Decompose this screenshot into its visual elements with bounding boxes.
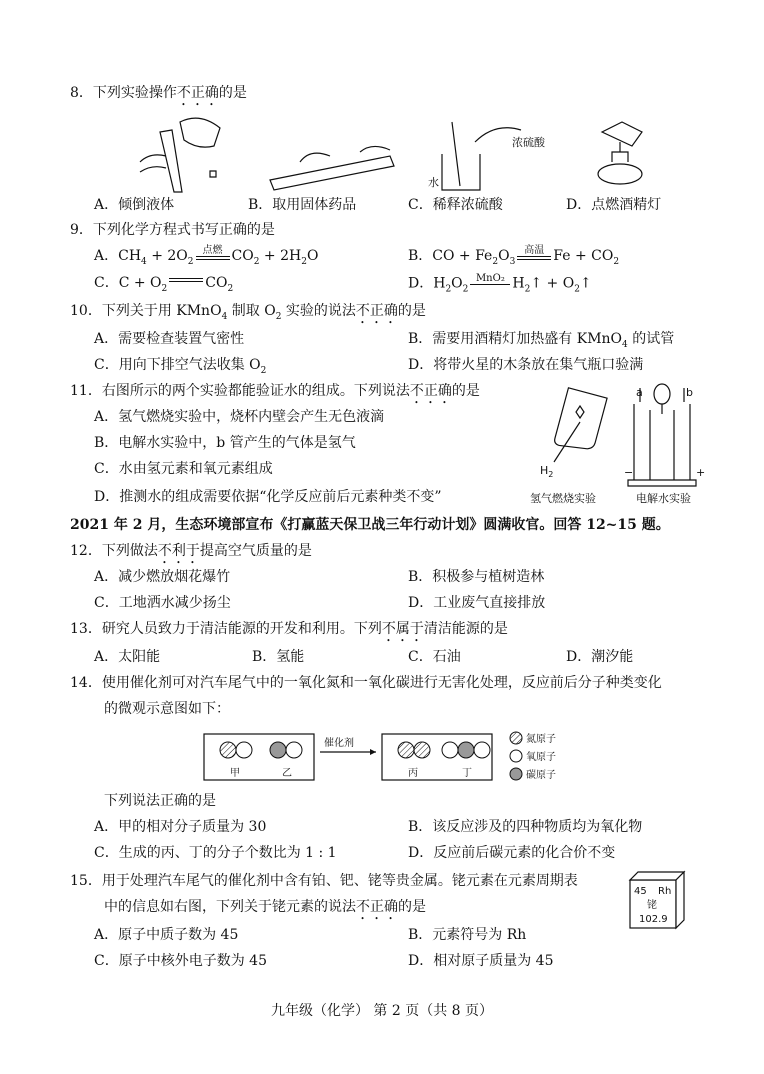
hydrogen-combustion-figure bbox=[540, 388, 607, 479]
element-name: 铑 bbox=[647, 900, 657, 911]
q11-option-a[interactable]: A．氢气燃烧实验中，烧杯内壁会产生无色液滴 bbox=[94, 409, 385, 425]
q12-option-c[interactable]: C．工地洒水减少扬尘 bbox=[94, 595, 231, 611]
q14-sub-stem: 下列说法正确的是 bbox=[104, 793, 216, 809]
legend-oxygen: 氧原子 bbox=[526, 752, 556, 763]
q13-stem: 13．研究人员致力于清洁能源的开发和利用。下列不属于清洁能源的是 bbox=[70, 621, 508, 637]
q15-option-b[interactable]: B．元素符号为 Rh bbox=[408, 927, 527, 943]
q15-option-c[interactable]: C．原子中核外电子数为 45 bbox=[94, 953, 267, 969]
pouring-liquid-figure bbox=[140, 118, 220, 192]
q10-option-c[interactable]: C．用向下排空气法收集 $O_2$ bbox=[94, 357, 267, 376]
q8-option-d[interactable]: D．点燃酒精灯 bbox=[566, 197, 662, 213]
q15-option-a[interactable]: A．原子中质子数为 45 bbox=[94, 927, 239, 943]
label-a: a bbox=[636, 386, 643, 399]
q11-option-d[interactable]: D．推测水的组成需要依据“化学反应前后元素种类不变” bbox=[94, 489, 442, 505]
q15-option-d[interactable]: D．相对原子质量为 45 bbox=[408, 953, 554, 969]
label-minus: − bbox=[624, 466, 634, 479]
q13-option-a[interactable]: A．太阳能 bbox=[94, 649, 161, 665]
q14-option-a[interactable]: A．甲的相对分子质量为 30 bbox=[94, 819, 267, 835]
label-h2: H bbox=[540, 464, 549, 477]
page-footer: 九年级（化学） 第 2 页（共 8 页） bbox=[270, 1003, 494, 1019]
q9-option-b[interactable]: B．CO + $Fe_2O_3$ 高温 $Fe + CO_2$ bbox=[408, 245, 620, 267]
q11-figures bbox=[520, 382, 710, 508]
fig1-caption: 氢气燃烧实验 bbox=[530, 492, 596, 505]
q10-stem: 10．下列关于用 KMnO$_4$ 制取 $O_2$ 实验的说法不正确的是 bbox=[70, 303, 426, 322]
q9-option-a[interactable]: A．$CH_4 + 2O_2$ 点燃 $CO_2 + 2H_2O$ bbox=[94, 245, 319, 267]
q10-option-d[interactable]: D．将带火星的木条放在集气瓶口验满 bbox=[408, 357, 644, 373]
element-mass: 102.9 bbox=[639, 914, 668, 925]
element-tile-rh bbox=[628, 870, 688, 932]
legend-carbon: 碳原子 bbox=[526, 770, 556, 781]
q11-option-c[interactable]: C．水由氢元素和氧元素组成 bbox=[94, 461, 273, 477]
element-number: 45 bbox=[634, 886, 647, 897]
q14-diagram bbox=[200, 726, 600, 786]
q8-stem: 8．下列实验操作不正确的是 bbox=[70, 85, 247, 101]
q11-stem: 11．右图所示的两个实验都能验证水的组成。下列说法不正确的是 bbox=[70, 383, 480, 399]
q14-option-b[interactable]: B．该反应涉及的四种物质均为氧化物 bbox=[408, 819, 643, 835]
q8-option-c[interactable]: C．稀释浓硫酸 bbox=[408, 197, 503, 213]
q9-option-c[interactable]: C．$C + O_2$ $CO_2$ bbox=[94, 275, 234, 294]
q12-option-a[interactable]: A．减少燃放烟花爆竹 bbox=[94, 569, 231, 585]
q15-stem-line2: 中的信息如右图，下列关于铑元素的说法不正确的是 bbox=[104, 899, 426, 915]
q15-stem-line1: 15．用于处理汽车尾气的催化剂中含有铂、钯、铑等贵金属。铑元素在元素周期表 bbox=[70, 873, 578, 889]
q9-stem: 9．下列化学方程式书写正确的是 bbox=[70, 222, 275, 238]
q14-stem-line2: 的微观示意图如下： bbox=[104, 701, 230, 717]
dilute-acid-figure bbox=[428, 122, 546, 190]
q13-option-d[interactable]: D．潮汐能 bbox=[566, 649, 634, 665]
solid-reagent-figure bbox=[270, 146, 394, 190]
label-acid: 浓硫酸 bbox=[512, 136, 545, 149]
q12-stem: 12．下列做法不利于提高空气质量的是 bbox=[70, 543, 312, 559]
legend-nitrogen: 氮原子 bbox=[526, 734, 556, 745]
section-intro: 2021 年 2 月，生态环境部宣布《打赢蓝天保卫战三年行动计划》圆满收官。回答 12~15 题。 bbox=[70, 517, 670, 533]
label-plus: + bbox=[696, 466, 706, 479]
q14-stem-line1: 14．使用催化剂可对汽车尾气中的一氧化氮和一氧化碳进行无害化处理，反应前后分子种类变化 bbox=[70, 675, 662, 691]
label-bing: 丙 bbox=[408, 768, 418, 779]
label-ding: 丁 bbox=[462, 768, 472, 779]
label-b: b bbox=[686, 386, 693, 399]
q12-option-b[interactable]: B．积极参与植树造林 bbox=[408, 569, 545, 585]
q13-option-c[interactable]: C．石油 bbox=[408, 649, 461, 665]
label-catalyst: 催化剂 bbox=[324, 738, 354, 749]
label-water: 水 bbox=[428, 176, 439, 189]
element-symbol: Rh bbox=[658, 886, 672, 897]
q14-option-c[interactable]: C．生成的丙、丁的分子个数比为 1 : 1 bbox=[94, 845, 337, 861]
q10-option-b[interactable]: B．需要用酒精灯加热盛有 KMnO$_4$ 的试管 bbox=[408, 331, 675, 350]
alcohol-lamp-figure bbox=[598, 122, 642, 184]
q8-option-b[interactable]: B．取用固体药品 bbox=[248, 197, 357, 213]
electrolysis-figure bbox=[624, 384, 705, 486]
q9-option-d[interactable]: D．$H_2O_2$ MnO₂ $H_2↑$ + $O_2↑$ bbox=[408, 273, 592, 295]
q11-option-b[interactable]: B．电解水实验中，b 管产生的气体是氢气 bbox=[94, 435, 356, 451]
label-jia: 甲 bbox=[230, 768, 240, 779]
label-yi: 乙 bbox=[282, 768, 292, 779]
q8-option-a[interactable]: A．倾倒液体 bbox=[94, 197, 175, 213]
q14-option-d[interactable]: D．反应前后碳元素的化合价不变 bbox=[408, 845, 616, 861]
q8-figures bbox=[120, 112, 720, 194]
q13-option-b[interactable]: B．氢能 bbox=[252, 649, 305, 665]
q10-option-a[interactable]: A．需要检查装置气密性 bbox=[94, 331, 245, 347]
fig2-caption: 电解水实验 bbox=[636, 492, 691, 505]
svg-text:H2: $H_2$ bbox=[540, 464, 554, 479]
q12-option-d[interactable]: D．工业废气直接排放 bbox=[408, 595, 546, 611]
